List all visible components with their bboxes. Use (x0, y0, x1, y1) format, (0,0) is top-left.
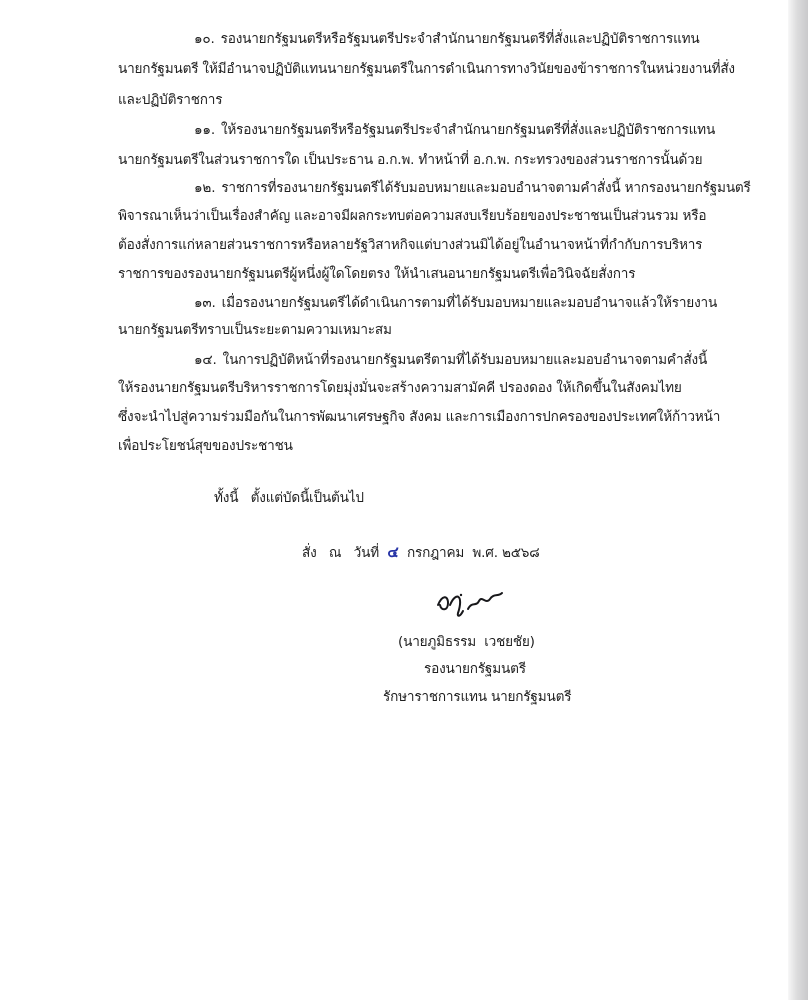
paragraph-number: ๑๔. (194, 352, 217, 368)
paragraph-text: รองนายกรัฐมนตรีหรือรัฐมนตรีประจำสำนักนายกรัฐมนตรีที่สั่งและปฏิบัติราชการแทน (220, 31, 700, 47)
paragraph-11-line-2: นายกรัฐมนตรีในส่วนราชการใด เป็นประธาน อ.ก.พ. ทำหน้าที่ อ.ก.พ. กระทรวงของส่วนราชการนั้นด้วย (118, 152, 703, 168)
signatory-position: รองนายกรัฐมนตรี (424, 661, 526, 677)
paragraph-14-line-2: ให้รองนายกรัฐมนตรีบริหารราชการโดยมุ่งมั่นจะสร้างความสามัคคี ปรองดอง ให้เกิดขึ้นในสังคมไทย (118, 380, 682, 396)
date-prefix: สั่ง ณ วันที่ (302, 545, 379, 561)
paragraph-text: เมื่อรองนายกรัฐมนตรีได้ดำเนินการตามที่ได้รับมอบหมายและมอบอำนาจแล้วให้รายงาน (221, 295, 718, 311)
paragraph-14-line-4: เพื่อประโยชน์สุขของประชาชน (118, 438, 293, 454)
paragraph-13-line-2: นายกรัฐมนตรีทราบเป็นระยะตามความเหมาะสม (118, 322, 392, 338)
paragraph-14-line-1 (0, 350, 808, 370)
date-day: ๔ (387, 543, 399, 561)
paragraph-number: ๑๑. (194, 122, 215, 138)
date-month-year: กรกฎาคม พ.ศ. ๒๕๖๘ (406, 545, 540, 561)
effective-statement: ทั้งนี้ ตั้งแต่บัดนี้เป็นต้นไป (214, 490, 364, 506)
paragraph-12-line-1 (0, 178, 808, 198)
paragraph-14-line-3: ซึ่งจะนำไปสู่ความร่วมมือกันในการพัฒนาเศรษฐกิจ สังคม และการเมืองการปกครองของประเทศให้ก้าวหน้า (118, 409, 721, 425)
paragraph-number: ๑๒. (194, 180, 216, 196)
paragraph-number: ๑๓. (194, 295, 216, 311)
paragraph-text: ในการปฏิบัติหน้าที่รองนายกรัฐมนตรีตามที่ได้รับมอบหมายและมอบอำนาจตามคำสั่งนี้ (222, 352, 708, 368)
signatory-name: (นายภูมิธรรม เวชยชัย) (398, 634, 535, 650)
paragraph-text: ราชการที่รองนายกรัฐมนตรีได้รับมอบหมายและมอบอำนาจตามคำสั่งนี้ หากรองนายกรัฐมนตรี (221, 180, 751, 196)
paragraph-10-line-3: และปฏิบัติราชการ (118, 92, 223, 108)
paragraph-number: ๑๐. (194, 31, 215, 47)
page-edge-shadow (788, 0, 808, 1000)
handwritten-signature (432, 583, 512, 623)
paragraph-10-line-2: นายกรัฐมนตรี ให้มีอำนาจปฏิบัติแทนนายกรัฐมนตรีในการดำเนินการทางวินัยของข้าราชการในหน่วยงานที่สั่ง (118, 61, 735, 77)
order-date (0, 542, 808, 563)
paragraph-10-line-1 (0, 29, 808, 49)
paragraph-text: ให้รองนายกรัฐมนตรีหรือรัฐมนตรีประจำสำนักนายกรัฐมนตรีที่สั่งและปฏิบัติราชการแทน (220, 122, 716, 138)
paragraph-11-line-1 (0, 120, 808, 140)
paragraph-12-line-3: ต้องสั่งการแก่หลายส่วนราชการหรือหลายรัฐวิสาหกิจแต่บางส่วนมิได้อยู่ในอำนาจหน้าที่กำกับการบริหาร (118, 237, 703, 253)
paragraph-12-line-4: ราชการของรองนายกรัฐมนตรีผู้หนึ่งผู้ใดโดยตรง ให้นำเสนอนายกรัฐมนตรีเพื่อวินิจฉัยสั่งการ (118, 266, 636, 282)
signatory-acting: รักษาราชการแทน นายกรัฐมนตรี (383, 689, 572, 705)
paragraph-13-line-1 (0, 293, 808, 313)
paragraph-12-line-2: พิจารณาเห็นว่าเป็นเรื่องสำคัญ และอาจมีผลกระทบต่อความสงบเรียบร้อยของประชาชนเป็นส่วนรวม หรือ (118, 208, 707, 224)
